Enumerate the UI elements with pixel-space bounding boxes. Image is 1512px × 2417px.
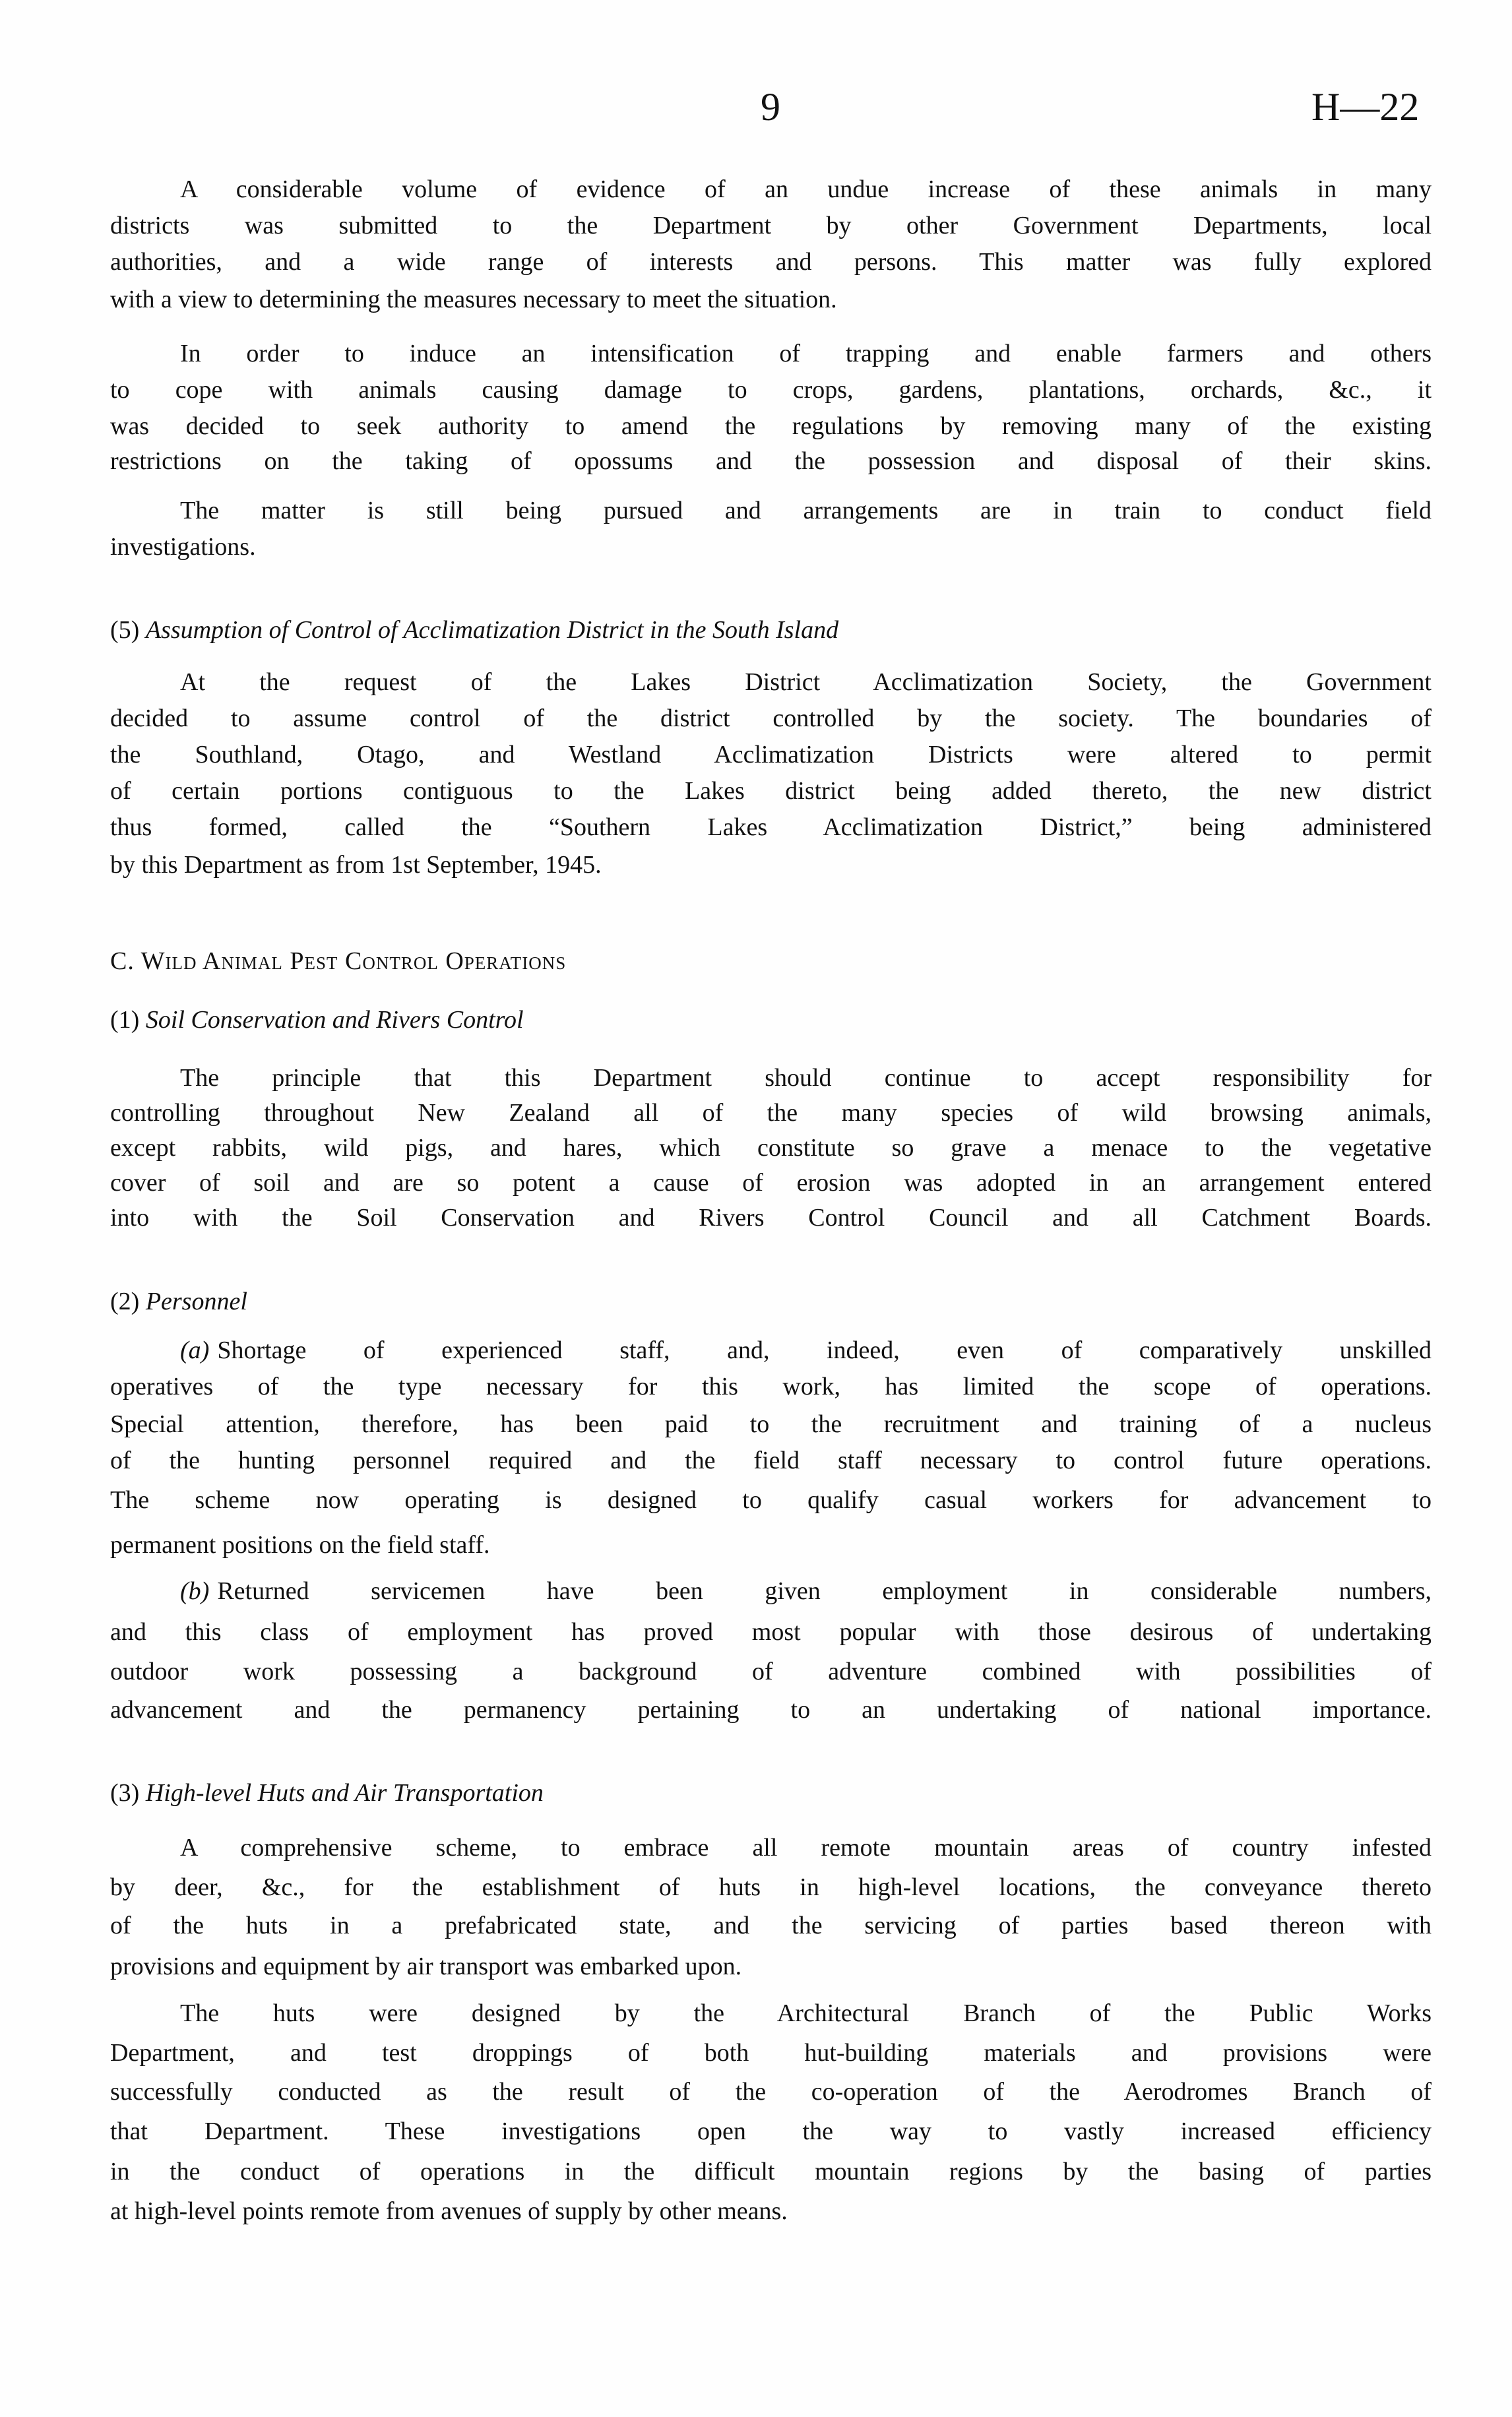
text-line: advancement and the permanency pertaining to an undertaking of national importance. (110, 1696, 1432, 1724)
text-line: at high-level points remote from avenues of supply by other means. (110, 2197, 788, 2225)
text-line: to cope with animals causing damage to crops, gardens, plantations, orchards, &c., it (110, 376, 1432, 404)
text-line: in the conduct of operations in the difficult mountain regions by the basing of parties (110, 2158, 1432, 2185)
subsection-heading (110, 617, 1432, 643)
text-line: was decided to seek authority to amend the regulations by removing many of the existing (110, 412, 1432, 440)
text-line: In order to induce an intensification of trapping and enable farmers and others (180, 340, 1432, 367)
text-line: A comprehensive scheme, to embrace all remote mountain areas of country infested (180, 1834, 1432, 1862)
text-line: provisions and equipment by air transport was embarked upon. (110, 1953, 742, 1980)
text-line: The scheme now operating is designed to qualify casual workers for advancement to (110, 1486, 1432, 1514)
text-line: thus formed, called the “Southern Lakes Acclimatization District,” being administered (110, 813, 1432, 841)
text-line: and this class of employment has proved most popular with those desirous of undertaking (110, 1618, 1432, 1646)
subsection-heading (110, 1289, 1432, 1314)
text-line: successfully conducted as the result of the co-operation of the Aerodromes Branch of (110, 2078, 1432, 2106)
heading-title: Soil Conservation and Rivers Control (145, 1006, 524, 1034)
page-number: 9 (761, 85, 780, 129)
text-line: At the request of the Lakes District Acclimatization Society, the Government (180, 668, 1432, 696)
subsection-heading (110, 1007, 1432, 1032)
item-label: (a) (180, 1336, 210, 1364)
text-line: investigations. (110, 533, 256, 561)
text-line: of the huts in a prefabricated state, and the servicing of parties based thereon with (110, 1912, 1432, 1939)
text-line: The huts were designed by the Architectural Branch of the Public Works (180, 1999, 1432, 2027)
document-reference: H—22 (1311, 85, 1420, 129)
section-heading: C. Wild Animal Pest Control Operations (110, 947, 567, 975)
text-line: A considerable volume of evidence of an undue increase of these animals in many (180, 175, 1432, 203)
text-line: that Department. These investigations open the way to vastly increased efficiency (110, 2118, 1432, 2145)
text-line (180, 1338, 1432, 1363)
text-line: into with the Soil Conservation and Rivers Control Council and all Catchment Boards. (110, 1204, 1432, 1232)
text-line: restrictions on the taking of opossums and the possession and disposal of their skins. (110, 447, 1432, 475)
text-line: of the hunting personnel required and the field staff necessary to control future operations. (110, 1447, 1432, 1474)
text-line: the Southland, Otago, and Westland Acclimatization Districts were altered to permit (110, 741, 1432, 769)
heading-title: High-level Huts and Air Transportation (145, 1779, 544, 1807)
text-line-content: Returned servicemen have been given employment in considerable numbers, (217, 1577, 1432, 1605)
text-line (180, 1579, 1432, 1604)
text-line: operatives of the type necessary for this work, has limited the scope of operations. (110, 1373, 1432, 1400)
text-line: The principle that this Department should continue to accept responsibility for (180, 1064, 1432, 1092)
heading-number: (2) (110, 1288, 140, 1315)
subsection-heading (110, 1780, 1432, 1805)
heading-number: (1) (110, 1006, 140, 1034)
text-line: decided to assume control of the district controlled by the society. The boundaries of (110, 705, 1432, 732)
text-line: The matter is still being pursued and arrangements are in train to conduct field (180, 497, 1432, 524)
text-line: Department, and test droppings of both hut-building materials and provisions were (110, 2039, 1432, 2067)
heading-title: Assumption of Control of Acclimatization District in the South Island (145, 616, 839, 644)
item-label: (b) (180, 1577, 210, 1605)
text-line: controlling throughout New Zealand all of the many species of wild browsing animals, (110, 1099, 1432, 1127)
text-line: permanent positions on the field staff. (110, 1531, 490, 1559)
text-line: by this Department as from 1st September, 1945. (110, 851, 602, 879)
text-line: by deer, &c., for the establishment of huts in high-level locations, the conveyance thereto (110, 1873, 1432, 1901)
heading-number: (5) (110, 616, 140, 644)
text-line: Special attention, therefore, has been paid to the recruitment and training of a nucleus (110, 1410, 1432, 1438)
text-line: cover of soil and are so potent a cause of erosion was adopted in an arrangement entered (110, 1169, 1432, 1197)
heading-number: (3) (110, 1779, 140, 1807)
text-line-content: Shortage of experienced staff, and, indeed, even of comparatively unskilled (217, 1336, 1432, 1364)
text-line: except rabbits, wild pigs, and hares, which constitute so grave a menace to the vegetative (110, 1134, 1432, 1162)
text-line: of certain portions contiguous to the Lakes district being added thereto, the new district (110, 777, 1432, 805)
text-line: authorities, and a wide range of interests and persons. This matter was fully explored (110, 248, 1432, 276)
text-line: with a view to determining the measures necessary to meet the situation. (110, 286, 837, 313)
text-line: outdoor work possessing a background of adventure combined with possibilities of (110, 1658, 1432, 1685)
heading-title: Personnel (145, 1288, 247, 1315)
text-line: districts was submitted to the Department by other Government Departments, local (110, 212, 1432, 239)
